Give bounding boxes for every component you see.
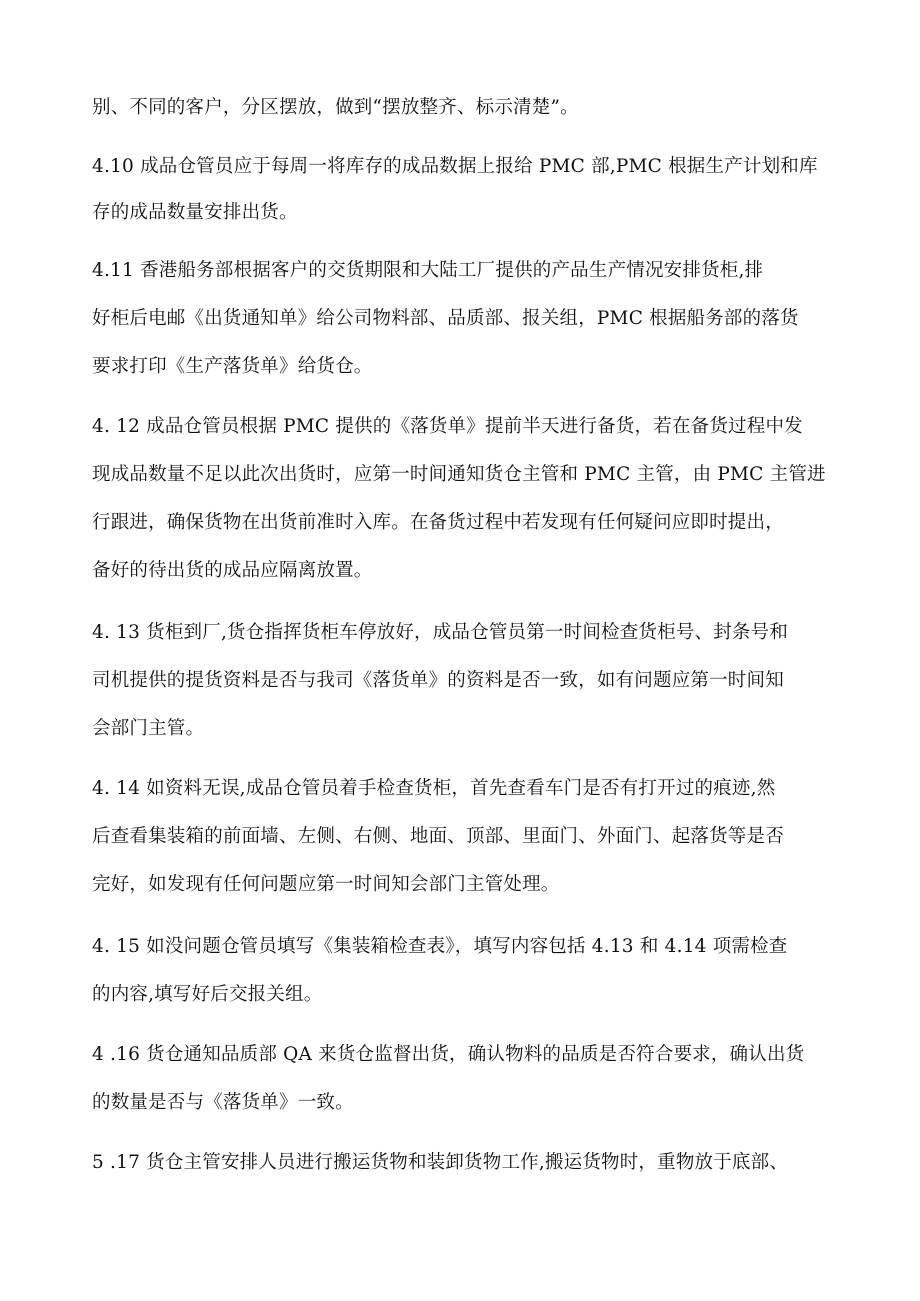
text-line: 4. 12 成品仓管员根据 PMC 提供的《落货单》提前半天进行备货，若在备货过程中发	[92, 416, 803, 437]
text-line: 要求打印《生产落货单》给货仓。	[92, 356, 373, 377]
text-line: 司机提供的提货资料是否与我司《落货单》的资料是否一致，如有问题应第一时间知	[92, 670, 784, 691]
text-line: 好柜后电邮《出货通知单》给公司物料部、品质部、报关组，PMC 根据船务部的落货	[92, 308, 799, 329]
text-line: 后查看集装箱的前面墙、左侧、右侧、地面、顶部、里面门、外面门、起落货等是否	[92, 826, 784, 847]
text-line: 4.10 成品仓管员应于每周一将库存的成品数据上报给 PMC 部,PMC 根据生产计划和库	[92, 156, 818, 177]
text-line: 4 .16 货仓通知品质部 QA 来货仓监督出货，确认物料的品质是否符合要求，确认出货	[92, 1044, 805, 1065]
text-line: 完好，如发现有任何问题应第一时间知会部门主管处理。	[92, 874, 560, 895]
text-line: 存的成品数量安排出货。	[92, 202, 298, 223]
text-line: 备好的待出货的成品应隔离放置。	[92, 560, 373, 581]
text-line: 4.11 香港船务部根据客户的交货期限和大陆工厂提供的产品生产情况安排货柜,排	[92, 260, 764, 281]
text-line: 会部门主管。	[92, 718, 205, 739]
text-line: 的数量是否与《落货单》一致。	[92, 1092, 354, 1113]
text-line: 别、不同的客户，分区摆放，做到“摆放整齐、标示清楚”。	[92, 97, 579, 118]
text-line: 4. 15 如没问题仓管员填写《集装箱检查表》，填写内容包括 4.13 和 4.14 项需检查	[92, 936, 788, 957]
text-line: 4. 13 货柜到厂,货仓指挥货柜车停放好，成品仓管员第一时间检查货柜号、封条号和	[92, 622, 789, 643]
text-line: 的内容,填写好后交报关组。	[92, 984, 323, 1005]
text-line: 5 .17 货仓主管安排人员进行搬运货物和装卸货物工作,搬运货物时，重物放于底部、	[92, 1152, 789, 1173]
text-line: 4. 14 如资料无误,成品仓管员着手检查货柜，首先查看车门是否有打开过的痕迹,然	[92, 778, 776, 799]
text-line: 现成品数量不足以此次出货时，应第一时间通知货仓主管和 PMC 主管，由 PMC 主管进	[92, 464, 826, 485]
text-line: 行跟进，确保货物在出货前准时入库。在备货过程中若发现有任何疑问应即时提出，	[92, 512, 784, 533]
